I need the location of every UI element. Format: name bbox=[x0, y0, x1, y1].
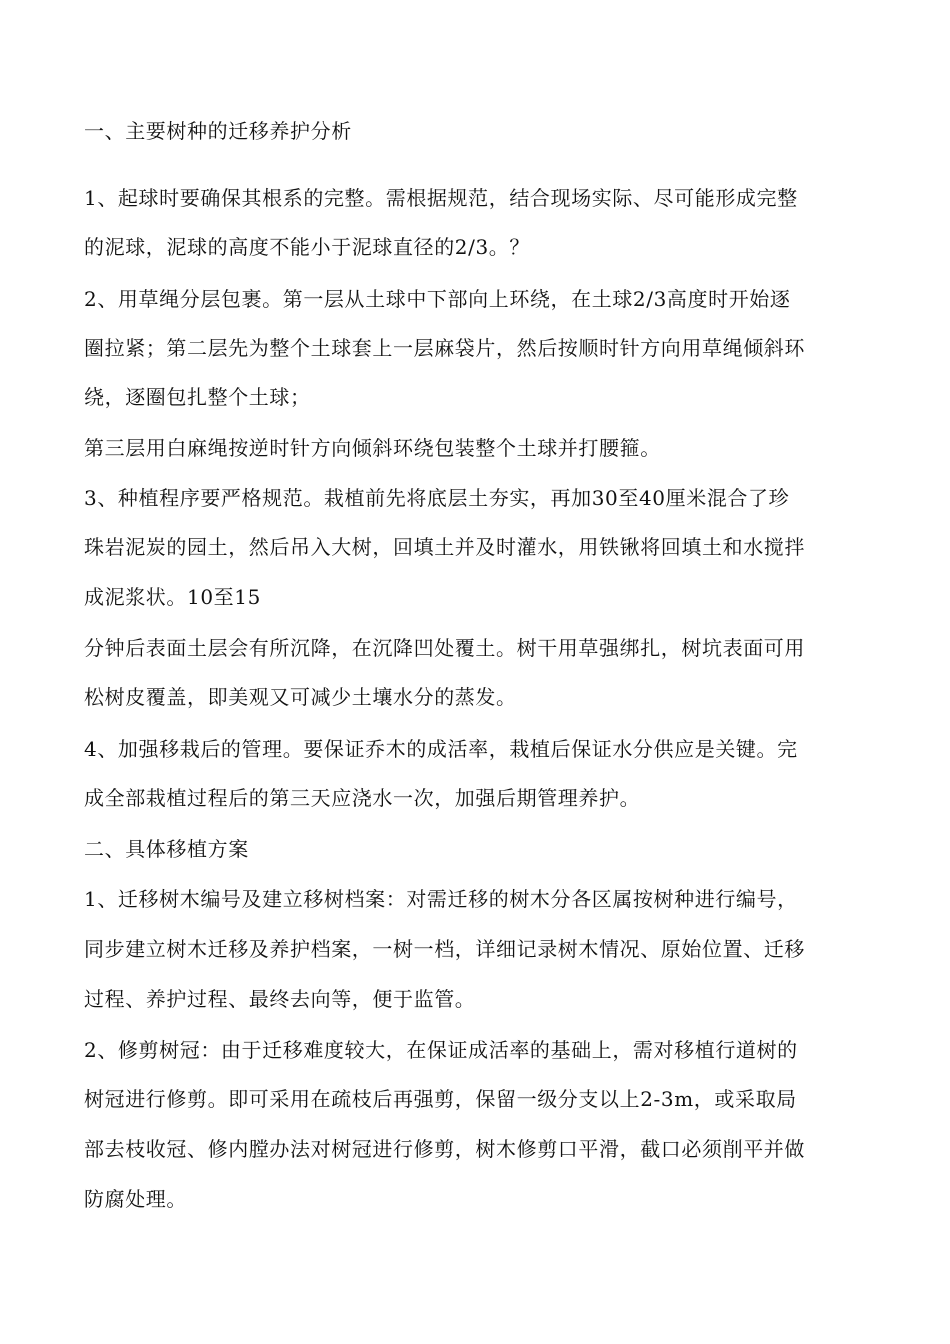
text-line: 成泥浆状。10至15 bbox=[84, 585, 261, 609]
text-line: 防腐处理。 bbox=[84, 1187, 187, 1211]
text-line: 的泥球，泥球的高度不能小于泥球直径的2/3。？ bbox=[84, 235, 530, 259]
text-line: 2、用草绳分层包裹。第一层从土球中下部向上环绕，在土球2/3高度时开始逐 bbox=[84, 287, 791, 311]
text-line: 同步建立树木迁移及养护档案，一树一档，详细记录树木情况、原始位置、迁移 bbox=[84, 937, 805, 961]
text-line: 部去枝收冠、修内膛办法对树冠进行修剪，树木修剪口平滑，截口必须削平并做 bbox=[84, 1137, 805, 1161]
heading-section-2: 二、具体移植方案 bbox=[84, 837, 249, 861]
text-line: 松树皮覆盖，即美观又可减少土壤水分的蒸发。 bbox=[84, 685, 517, 709]
heading-section-1: 一、主要树种的迁移养护分析 bbox=[84, 119, 352, 143]
text-line: 1、起球时要确保其根系的完整。需根据规范，结合现场实际、尽可能形成完整 bbox=[84, 186, 798, 210]
text-line: 4、加强移栽后的管理。要保证乔木的成活率，栽植后保证水分供应是关键。完 bbox=[84, 737, 798, 761]
text-line: 3、种植程序要严格规范。栽植前先将底层土夯实，再加30至40厘米混合了珍 bbox=[84, 486, 790, 510]
text-line: 树冠进行修剪。即可采用在疏枝后再强剪，保留一级分支以上2-3m，或采取局 bbox=[84, 1087, 797, 1111]
text-line: 2、修剪树冠：由于迁移难度较大，在保证成活率的基础上，需对移植行道树的 bbox=[84, 1038, 798, 1062]
text-line: 圈拉紧；第二层先为整个土球套上一层麻袋片，然后按顺时针方向用草绳倾斜环 bbox=[84, 336, 805, 360]
text-line: 成全部栽植过程后的第三天应浇水一次，加强后期管理养护。 bbox=[84, 786, 641, 810]
text-line: 绕，逐圈包扎整个土球； bbox=[84, 385, 311, 409]
text-line: 第三层用白麻绳按逆时针方向倾斜环绕包装整个土球并打腰箍。 bbox=[84, 436, 661, 460]
text-line: 珠岩泥炭的园土，然后吊入大树，回填土并及时灌水，用铁锹将回填土和水搅拌 bbox=[84, 535, 805, 559]
text-line: 1、迁移树木编号及建立移树档案：对需迁移的树木分各区属按树种进行编号， bbox=[84, 887, 798, 911]
text-line: 过程、养护过程、最终去向等，便于监管。 bbox=[84, 987, 476, 1011]
text-line: 分钟后表面土层会有所沉降，在沉降凹处覆土。树干用草强绑扎，树坑表面可用 bbox=[84, 636, 805, 660]
